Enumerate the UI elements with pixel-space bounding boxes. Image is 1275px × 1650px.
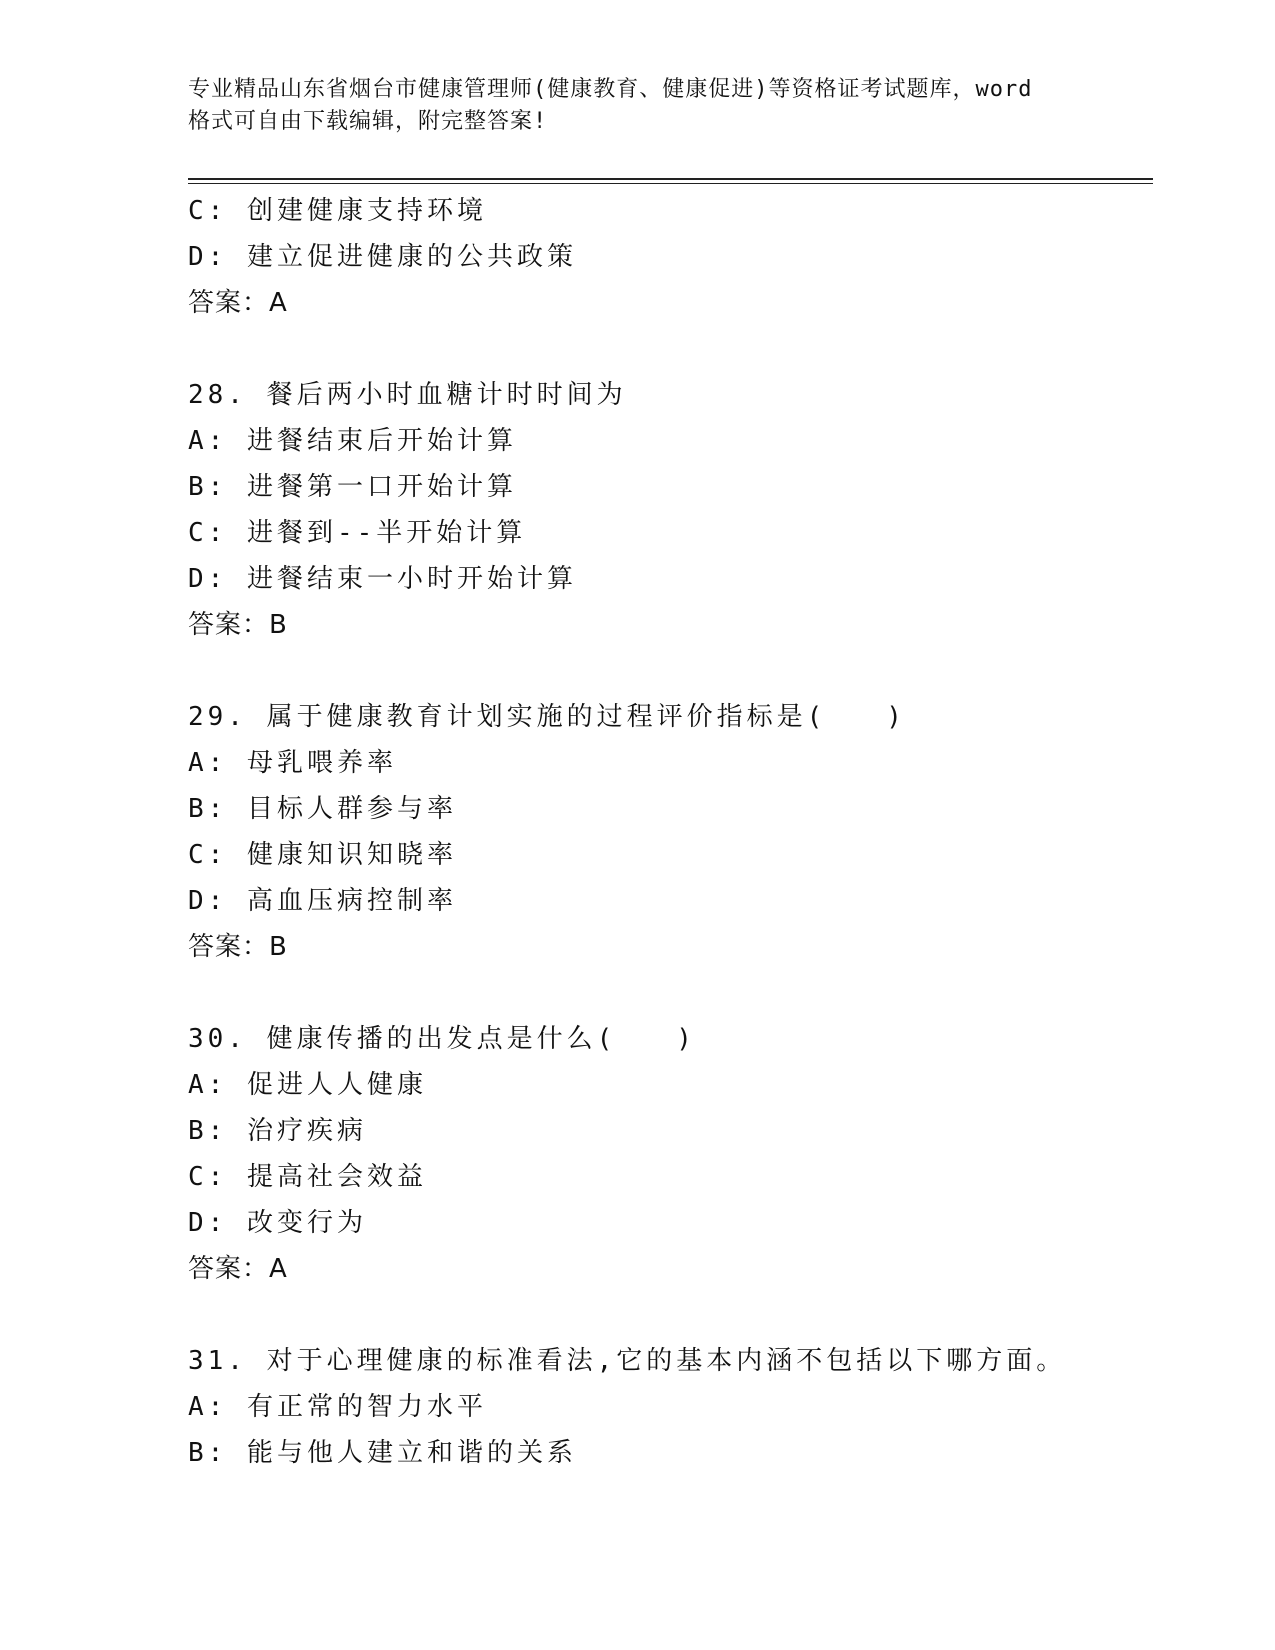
spacer [188, 648, 1148, 694]
option-c: C: 提高社会效益 [188, 1162, 427, 1192]
answer-line: 答案：A [188, 288, 288, 318]
option-a: A: 进餐结束后开始计算 [188, 426, 517, 456]
option-c: C: 进餐到--半开始计算 [188, 518, 527, 548]
option-d: D: 高血压病控制率 [188, 886, 457, 916]
question-block-30 [188, 1016, 1148, 1292]
answer-line: 答案：B [188, 932, 288, 962]
option-d: D: 改变行为 [188, 1208, 367, 1238]
option-b: B: 进餐第一口开始计算 [188, 472, 517, 502]
question-text: 29. 属于健康教育计划实施的过程评价指标是( ) [188, 702, 906, 732]
question-block-31 [188, 1338, 1148, 1476]
option-c: C: 健康知识知晓率 [188, 840, 457, 870]
header-divider-thin [188, 183, 1153, 184]
answer-line: 答案：B [188, 610, 288, 640]
document-header [188, 74, 1088, 138]
header-line-2: 格式可自由下载编辑，附完整答案! [188, 109, 548, 134]
option-b: B: 能与他人建立和谐的关系 [188, 1438, 577, 1468]
question-text: 28. 餐后两小时血糖计时时间为 [188, 380, 627, 410]
option-a: A: 母乳喂养率 [188, 748, 397, 778]
question-block-29 [188, 694, 1148, 970]
question-block-28 [188, 372, 1148, 648]
option-b: B: 目标人群参与率 [188, 794, 457, 824]
answer-line: 答案：A [188, 1254, 288, 1284]
option-d: D: 建立促进健康的公共政策 [188, 242, 577, 272]
header-divider-thick [188, 178, 1153, 180]
question-text: 31. 对于心理健康的标准看法,它的基本内涵不包括以下哪方面。 [188, 1346, 1067, 1376]
option-d: D: 进餐结束一小时开始计算 [188, 564, 577, 594]
option-a: A: 促进人人健康 [188, 1070, 427, 1100]
spacer [188, 970, 1148, 1016]
spacer [188, 326, 1148, 372]
question-block-previous [188, 188, 1148, 326]
option-a: A: 有正常的智力水平 [188, 1392, 487, 1422]
question-text: 30. 健康传播的出发点是什么( ) [188, 1024, 696, 1054]
header-line-1: 专业精品山东省烟台市健康管理师(健康教育、健康促进)等资格证考试题库，word [188, 77, 1033, 102]
spacer [188, 1292, 1148, 1338]
option-c: C: 创建健康支持环境 [188, 196, 487, 226]
question-list [188, 188, 1148, 1476]
option-b: B: 治疗疾病 [188, 1116, 367, 1146]
